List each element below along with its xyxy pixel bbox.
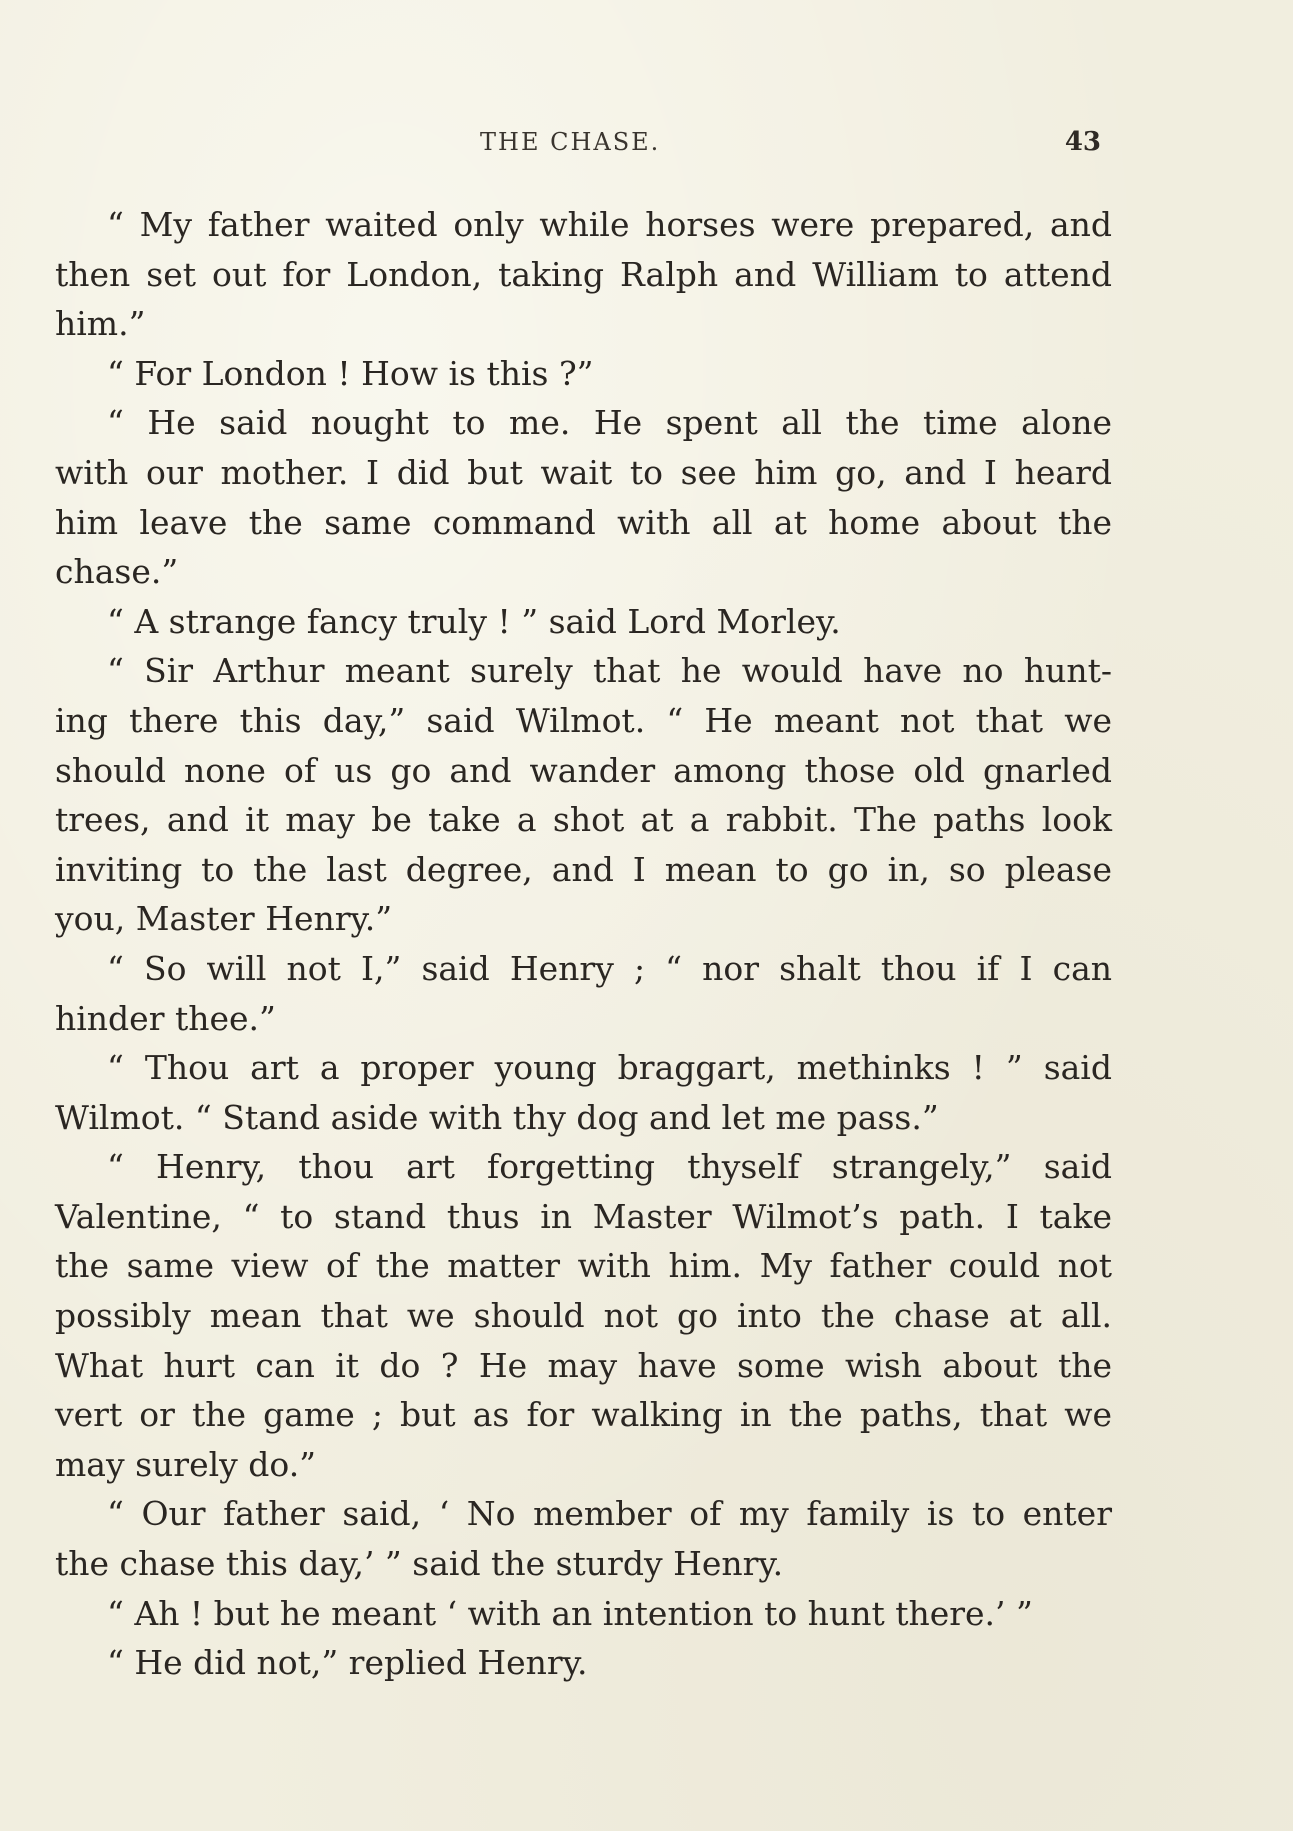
text-line: chase.” <box>55 552 179 592</box>
text-line: inviting to the last degree, and I mean to go in, so please <box>55 849 1112 889</box>
text-line: “ For London ! How is this ?” <box>107 353 594 393</box>
text-line: trees, and it may be take a shot at a rabbit. The paths look <box>55 800 1112 840</box>
text-line: “ He said nought to me. He spent all the time alone <box>107 403 1112 443</box>
text-line: Valentine, “ to stand thus in Master Wilmot’s path. I take <box>55 1196 1112 1236</box>
text-line: vert or the game ; but as for walking in the paths, that we <box>55 1395 1112 1435</box>
text-line: “ Our father said, ‘ No member of my family is to enter <box>107 1494 1112 1534</box>
text-line: the same view of the matter with him. My father could not <box>55 1246 1112 1286</box>
text-line: “ Henry, thou art forgetting thyself strangely,” said <box>107 1147 1112 1187</box>
text-line: “ My father waited only while horses were prepared, and <box>107 205 1112 244</box>
text-line: should none of us go and wander among those old gnarled <box>55 750 1112 790</box>
text-line: the chase this day,’ ” said the sturdy Henry. <box>55 1544 784 1584</box>
text-line: Wilmot. “ Stand aside with thy dog and let me pass.” <box>55 1097 939 1137</box>
text-line: hinder thee.” <box>55 998 276 1038</box>
text-line: “ So will not I,” said Henry ; “ nor shalt thou if I can <box>107 948 1112 988</box>
text-line: “ Thou art a proper young braggart, methinks ! ” said <box>107 1048 1112 1088</box>
text-line: ing there this day,” said Wilmot. “ He meant not that we <box>55 700 1112 740</box>
page-number: 43 <box>1064 127 1101 157</box>
text-line: “ Sir Arthur meant surely that he would have no hunt- <box>107 651 1112 691</box>
running-title: THE CHASE. <box>480 128 661 156</box>
body-text <box>55 200 1112 1688</box>
text-line: him.” <box>55 304 146 344</box>
text-line: possibly mean that we should not go into the chase at all. <box>55 1296 1112 1336</box>
text-line: with our mother. I did but wait to see him go, and I heard <box>55 452 1112 492</box>
text-line: then set out for London, taking Ralph and William to attend <box>55 254 1112 294</box>
running-head <box>0 124 1293 160</box>
text-line: “ A strange fancy truly ! ” said Lord Morley. <box>107 601 841 641</box>
text-line: you, Master Henry.” <box>55 899 393 939</box>
text-line: What hurt can it do ? He may have some wish about the <box>55 1345 1112 1385</box>
text-line: “ Ah ! but he meant ‘ with an intention to hunt there.’ ” <box>107 1593 1033 1633</box>
text-line: “ He did not,” replied Henry. <box>107 1643 588 1683</box>
text-line: may surely do.” <box>55 1444 317 1484</box>
text-line: him leave the same command with all at home about the <box>55 502 1112 542</box>
